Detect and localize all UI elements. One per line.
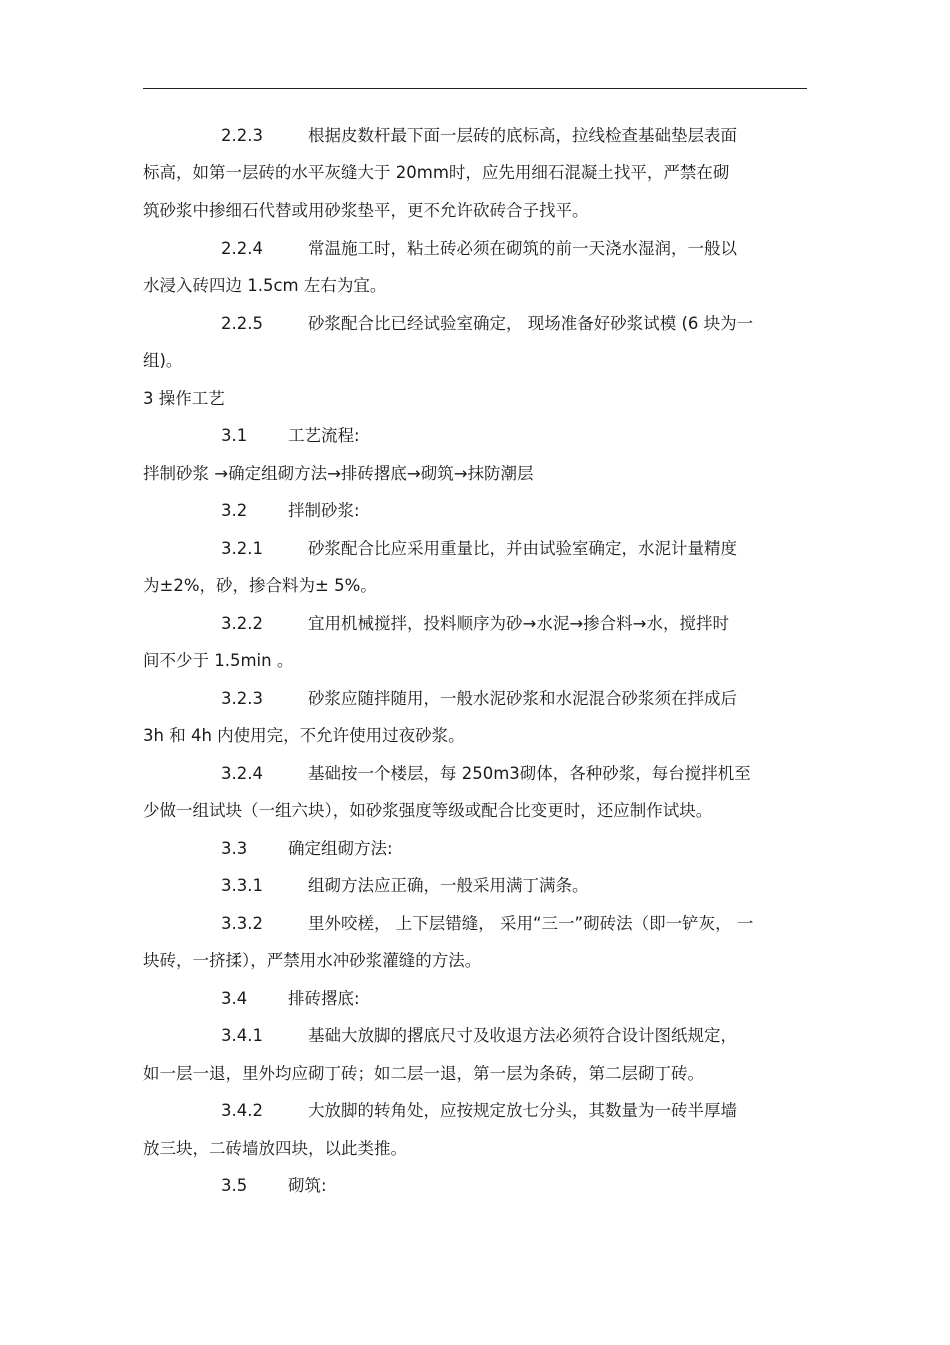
paragraph-text: 组砌方法应正确，一般采用满丁满条。	[308, 876, 589, 895]
paragraph-continuation: 标高，如第一层砖的水平灰缝大于 20mm时，应先用细石混凝土找平，严禁在砌	[143, 163, 730, 182]
paragraph-continuation: 水浸入砖四边 1.5cm 左右为宜。	[143, 276, 387, 295]
paragraph-continuation: 放三块，二砖墙放四块，以此类推。	[143, 1139, 407, 1158]
section-number: 3.2.1	[221, 539, 263, 558]
section-number: 3.3.2	[221, 914, 263, 933]
paragraph-text: 确定组砌方法:	[288, 839, 393, 858]
section-number: 3.2.4	[221, 764, 263, 783]
paragraph-text: 砌筑:	[288, 1176, 327, 1195]
paragraph-text: 根据皮数杆最下面一层砖的底标高，拉线检查基础垫层表面	[308, 126, 737, 145]
paragraph-text: 排砖撂底:	[288, 989, 360, 1008]
section-number: 3.4.2	[221, 1101, 263, 1120]
paragraph-text: 砂浆配合比已经试验室确定， 现场准备好砂浆试模 (6 块为一	[308, 314, 754, 333]
section-number: 3.2	[221, 501, 248, 520]
header-rule	[143, 88, 807, 89]
paragraph-continuation: 筑砂浆中掺细石代替或用砂浆垫平，更不允许砍砖合子找平。	[143, 201, 589, 220]
section-number: 3.4.1	[221, 1026, 263, 1045]
section-number: 3.4	[221, 989, 248, 1008]
section-number: 3.5	[221, 1176, 248, 1195]
paragraph-text: 基础按一个楼层，每 250m3砌体，各种砂浆，每台搅拌机至	[308, 764, 751, 783]
section-number: 3.1	[221, 426, 248, 445]
section-number: 2.2.5	[221, 314, 263, 333]
section-number: 3.3.1	[221, 876, 263, 895]
paragraph-text: 宜用机械搅拌，投料顺序为砂→水泥→掺合料→水，搅拌时	[308, 614, 729, 633]
paragraph-continuation: 少做一组试块（一组六块），如砂浆强度等级或配合比变更时，还应制作试块。	[143, 801, 713, 820]
section-number: 3.2.2	[221, 614, 263, 633]
section-number: 3.3	[221, 839, 248, 858]
paragraph-continuation: 块砖，一挤揉），严禁用水冲砂浆灌缝的方法。	[143, 951, 482, 970]
section-number: 3.2.3	[221, 689, 263, 708]
paragraph-text: 拌制砂浆:	[288, 501, 360, 520]
paragraph-text: 大放脚的转角处，应按规定放七分头，其数量为一砖半厚墙	[308, 1101, 737, 1120]
section-number: 2.2.3	[221, 126, 263, 145]
paragraph-continuation: 组)。	[143, 351, 183, 370]
paragraph-text: 砂浆应随拌随用，一般水泥砂浆和水泥混合砂浆须在拌成后	[308, 689, 737, 708]
paragraph-text: 里外咬槎， 上下层错缝， 采用“三一”砌砖法（即一铲灰， 一	[308, 914, 754, 933]
paragraph-continuation: 3h 和 4h 内使用完，不允许使用过夜砂浆。	[143, 726, 465, 745]
paragraph-text: 砂浆配合比应采用重量比，并由试验室确定，水泥计量精度	[308, 539, 737, 558]
paragraph-text: 基础大放脚的撂底尺寸及收退方法必须符合设计图纸规定，	[308, 1026, 737, 1045]
paragraph-continuation: 为±2%，砂，掺合料为± 5%。	[143, 576, 377, 595]
process-flow: 拌制砂浆 →确定组砌方法→排砖撂底→砌筑→抹防潮层	[143, 464, 534, 483]
section-heading: 3 操作工艺	[143, 389, 225, 408]
paragraph-continuation: 间不少于 1.5min 。	[143, 651, 294, 670]
paragraph-text: 常温施工时，粘土砖必须在砌筑的前一天浇水湿润，一般以	[308, 239, 737, 258]
paragraph-text: 工艺流程:	[288, 426, 360, 445]
section-number: 2.2.4	[221, 239, 263, 258]
paragraph-continuation: 如一层一退，里外均应砌丁砖；如二层一退，第一层为条砖，第二层砌丁砖。	[143, 1064, 704, 1083]
